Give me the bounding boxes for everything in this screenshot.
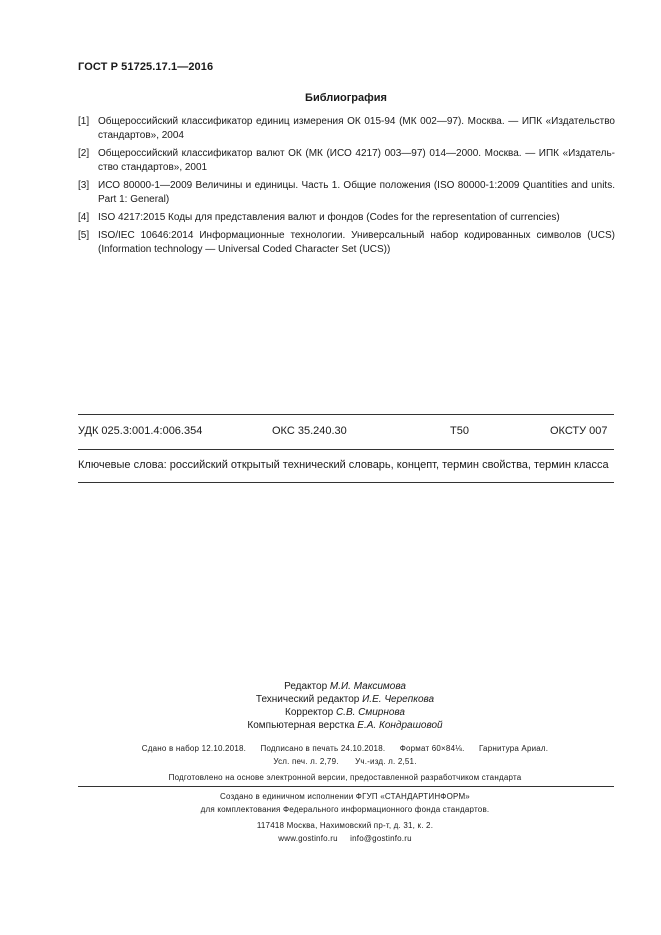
submitted-date: Сдано в набор 12.10.2018. — [141, 744, 247, 753]
publisher-divider — [78, 786, 614, 787]
item-number: [2] — [78, 148, 90, 159]
okstu-code: ОКСТУ 007 — [550, 425, 608, 437]
bibliography-item — [78, 147, 615, 175]
publisher-website[interactable]: www.gostinfo.ru — [278, 833, 338, 843]
publisher-line: для комплектования Федерального информационного фонда стандартов. — [200, 804, 490, 814]
prepared-note: Подготовлено на основе электронной версии, предоставленной разработчиком стандарта — [168, 773, 522, 782]
print-info-row — [100, 742, 590, 755]
classification-row — [78, 425, 614, 437]
publisher-block — [100, 791, 590, 845]
item-text: Общероссийский классификатор единиц измерения ОК 015-94 (МК 002—97). Москва. — ИПК «Издательство стандартов», 2004 — [98, 116, 615, 141]
typeface: Гарнитура Ариал. — [478, 744, 549, 753]
signed-date: Подписано в печать 24.10.2018. — [260, 744, 386, 753]
item-number: [4] — [78, 212, 90, 223]
corrector-name: С.В. Смирнова — [335, 707, 405, 718]
item-number: [1] — [78, 116, 90, 127]
item-text: ИСО 80000-1—2009 Величины и единицы. Часть 1. Общие положения (ISO 80000-1:2009 Quantities and units. Part 1: General) — [98, 180, 615, 205]
layout-line — [160, 719, 530, 732]
document-code: ГОСТ Р 51725.17.1—2016 — [78, 61, 214, 73]
udk-code: УДК 025.3:001.4:006.354 — [78, 425, 203, 437]
credits-block — [160, 680, 530, 732]
tech-editor-label: Технический редактор — [255, 694, 360, 705]
print-sheets: Усл. печ. л. 2,79. — [273, 757, 339, 766]
bibliography-item — [78, 115, 615, 143]
corrector-line — [160, 706, 530, 719]
bibliography-item — [78, 211, 615, 225]
publisher-email[interactable]: info@gostinfo.ru — [350, 833, 412, 843]
item-number: [3] — [78, 180, 90, 191]
print-info — [100, 742, 590, 768]
tech-editor-line — [160, 693, 530, 706]
item-text: ISO 4217:2015 Коды для представления валют и фондов (Codes for the representation of currencies) — [98, 212, 560, 223]
editor-label: Редактор — [284, 681, 328, 692]
publisher-sheets: Уч.-изд. л. 2,51. — [355, 757, 417, 766]
publisher-address: 117418 Москва, Нахимовский пр-т, д. 31, к. 2. — [256, 821, 434, 830]
bibliography-item — [78, 229, 615, 257]
item-text: ISO/IEC 10646:2014 Информационные технологии. Универсальный набор кодированных символов (UCS) (Information technology — Universal Coded Character Set (UCS)) — [98, 230, 615, 255]
item-text: Общероссийский классификатор валют ОК (МК (ИСО 4217) 003—97) 014—2000. Москва. — ИПК «Издатель-ство стандартов», 2001 — [98, 148, 615, 173]
layout-name: Е.А. Кондрашовой — [357, 720, 443, 731]
layout-label: Компьютерная верстка — [247, 720, 355, 731]
paper-format: Формат 60×84⅛. — [399, 744, 465, 753]
item-number: [5] — [78, 230, 90, 241]
corrector-label: Корректор — [285, 707, 334, 718]
publisher-line: Создано в единичном исполнении ФГУП «СТАНДАРТИНФОРМ» — [220, 792, 470, 801]
t-code: Т50 — [450, 425, 469, 437]
keywords: Ключевые слова: российский открытый технический словарь, концепт, термин свойства, термин класса — [78, 459, 609, 471]
bibliography-item — [78, 179, 615, 207]
bottom-divider — [78, 482, 614, 483]
bibliography-list — [78, 115, 615, 261]
editor-name: М.И. Максимова — [329, 681, 406, 692]
publisher-contacts — [100, 833, 590, 846]
middle-divider — [78, 449, 614, 450]
tech-editor-name: И.Е. Черепкова — [362, 694, 435, 705]
oks-code: ОКС 35.240.30 — [272, 425, 347, 437]
print-info-row — [100, 755, 590, 768]
top-divider — [78, 414, 614, 415]
editor-line — [160, 680, 530, 693]
bibliography-title: Библиография — [305, 92, 387, 104]
